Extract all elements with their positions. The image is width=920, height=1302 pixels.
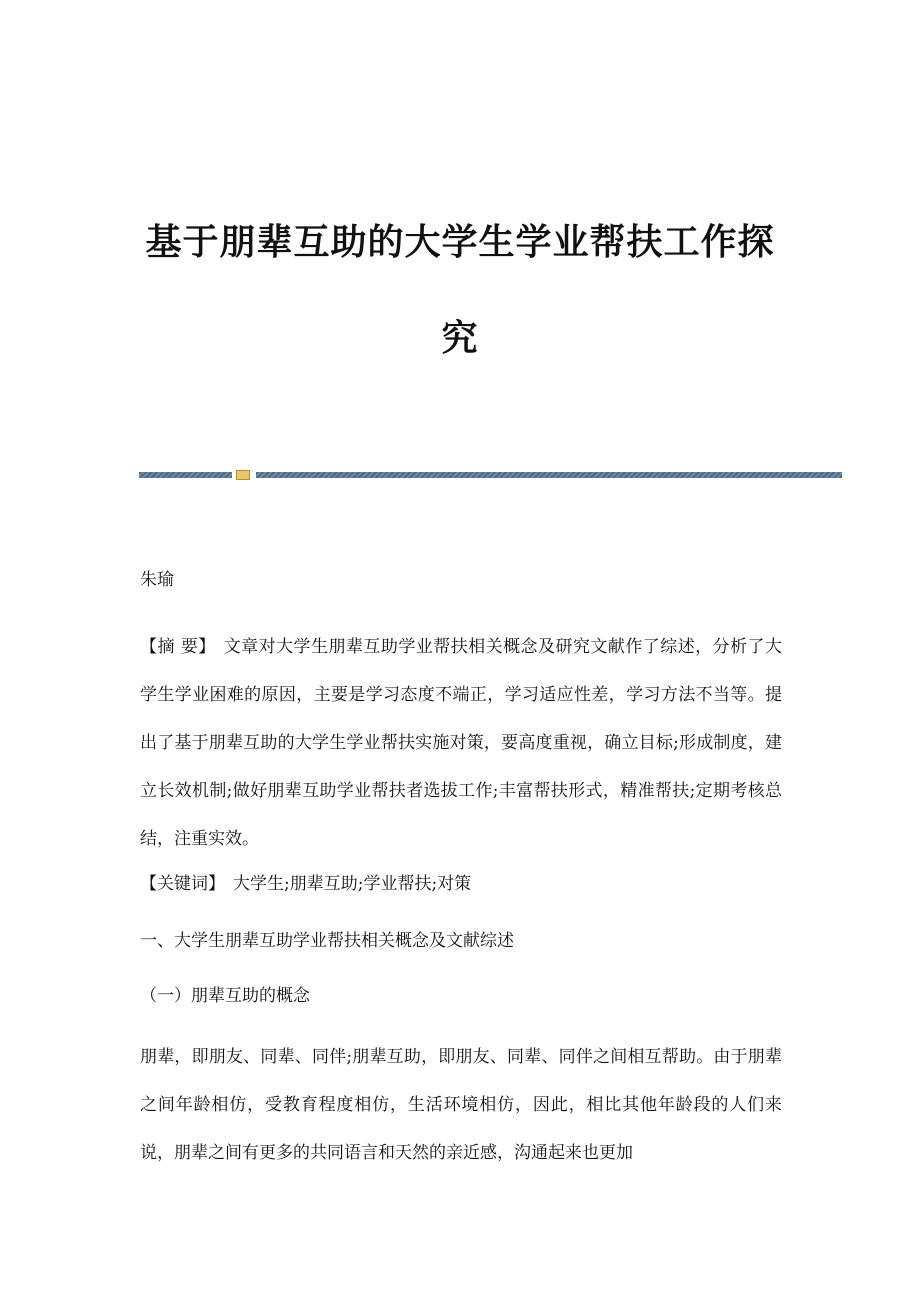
document-title-line-2: 究 [441,317,479,359]
document-title-line-1: 基于朋辈互助的大学生学业帮扶工作探 [145,221,775,263]
divider-ornament-icon [236,470,250,480]
keywords [140,872,782,896]
keywords-text: 大学生;朋辈互助;学业帮扶;对策 [233,874,472,894]
abstract-text: 文章对大学生朋辈互助学业帮扶相关概念及研究文献作了综述，分析了大学生学业困难的原因，主要是学习态度不端正，学习适应性差，学习方法不当等。提出了基于朋辈互助的大学生学业帮扶实施对策，要高度重视，确立目标;形成制度，建立长效机制;做好朋辈互助学业帮扶者选拔工作;丰富帮扶形式，精准帮扶;定期考核总结，注重实效。 [140,637,783,849]
divider-bar-left [139,472,232,478]
section-heading: 一、大学生朋辈互助学业帮扶相关概念及文献综述 [140,931,514,951]
body-paragraph: 朋辈，即朋友、同辈、同伴;朋辈互助，即朋友、同辈、同伴之间相互帮助。由于朋辈之间年龄相仿，受教育程度相仿，生活环境相仿，因此，相比其他年龄段的人们来说，朋辈之间有更多的共同语言和天然的亲近感，沟通起来也更加 [140,1047,782,1163]
subsection-heading: （一）朋辈互助的概念 [140,986,310,1006]
author: 朱瑜 [140,570,174,590]
divider-bar-right [256,472,842,478]
keywords-label: 【关键词】 [140,874,225,894]
abstract [140,623,782,863]
abstract-label: 【摘 要】 [140,637,216,657]
title-divider [139,470,842,480]
